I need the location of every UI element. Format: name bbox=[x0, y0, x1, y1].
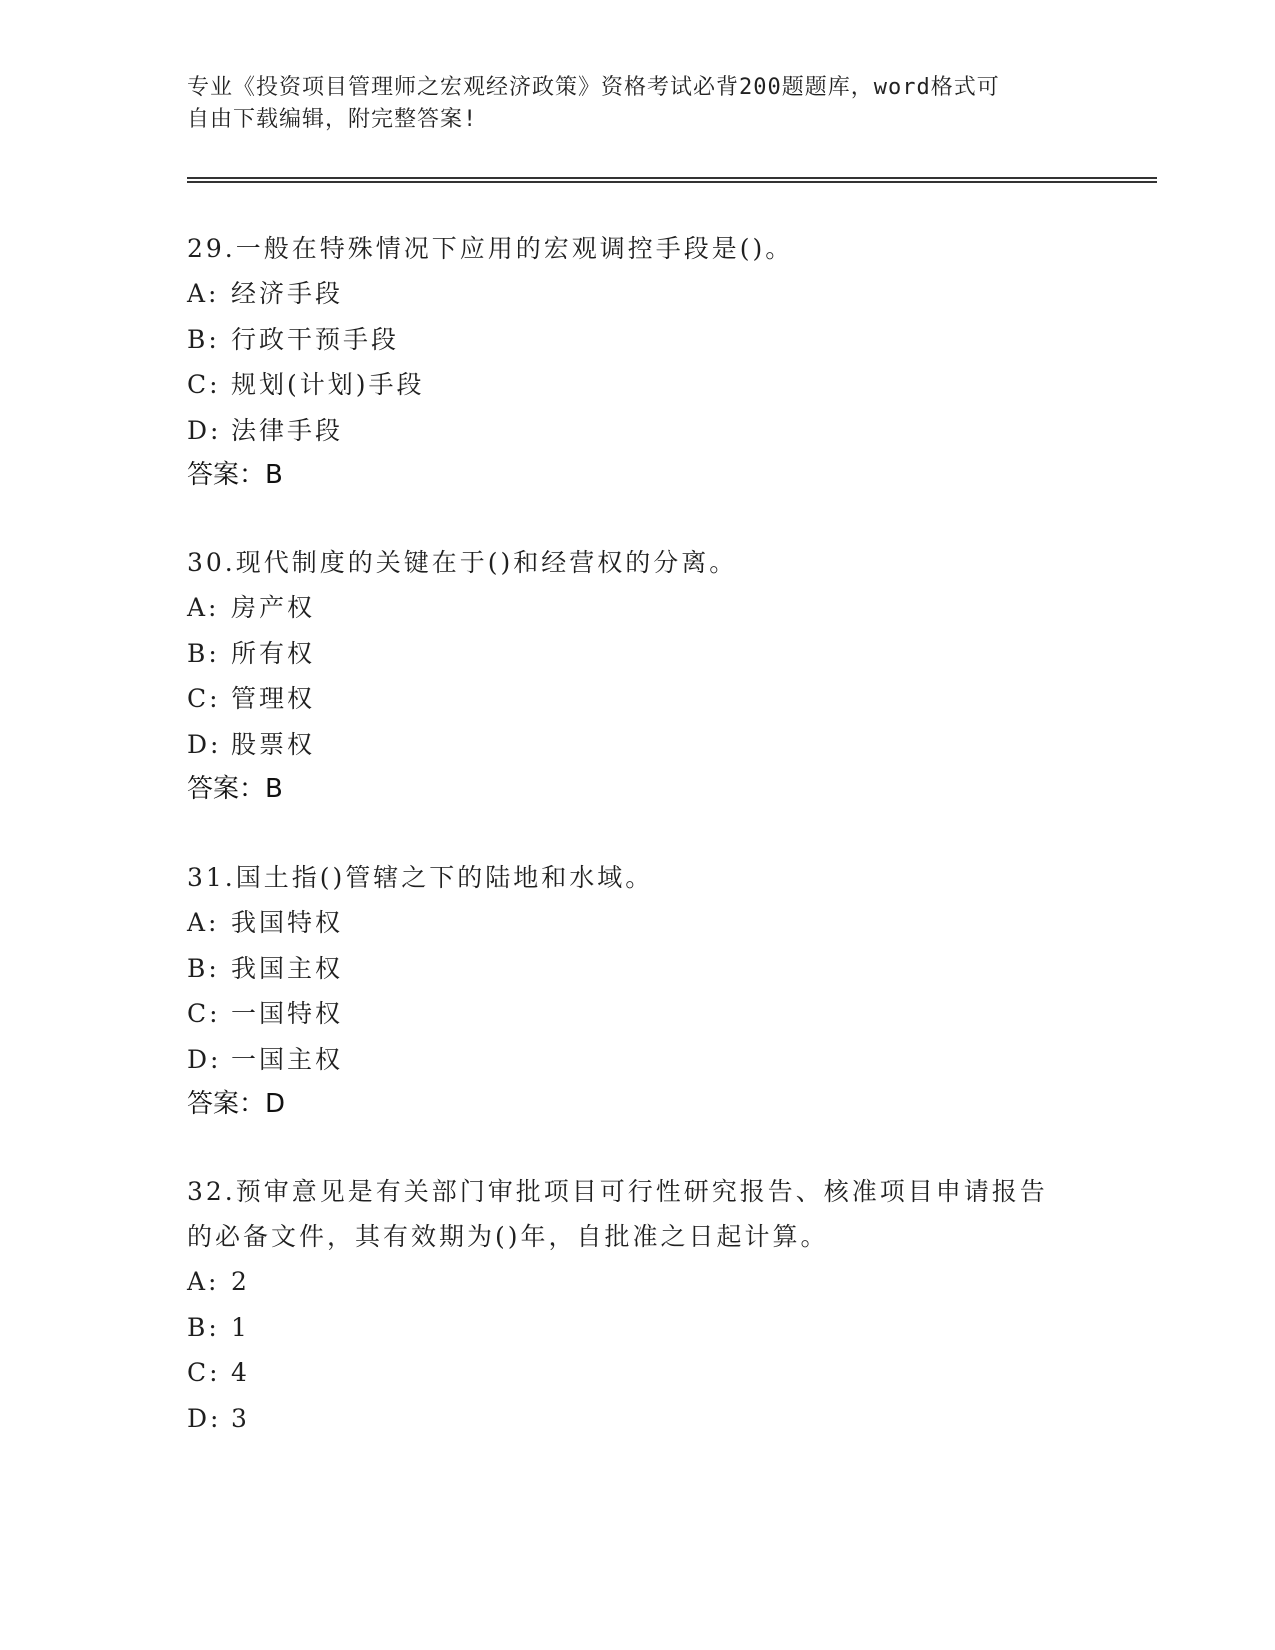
option-key: A: bbox=[187, 279, 220, 308]
option-text: 房产权 bbox=[231, 593, 316, 622]
option-text: 一国特权 bbox=[231, 999, 344, 1028]
option-key: D: bbox=[187, 1403, 222, 1433]
option-key: A: bbox=[187, 908, 220, 937]
option-a bbox=[187, 271, 1087, 317]
option-b bbox=[187, 317, 1087, 363]
option-text: 法律手段 bbox=[231, 415, 344, 445]
option-text: 4 bbox=[231, 1358, 250, 1387]
question-31 bbox=[187, 855, 1087, 1128]
question-30 bbox=[187, 540, 1087, 813]
option-key: D: bbox=[187, 415, 222, 445]
option-a bbox=[187, 585, 1087, 631]
option-key: D: bbox=[187, 729, 222, 759]
answer-line: 答案：B bbox=[187, 460, 283, 490]
answer-line: 答案：B bbox=[187, 774, 283, 804]
option-key: B: bbox=[187, 1312, 220, 1342]
option-b bbox=[187, 946, 1087, 992]
option-key: A: bbox=[187, 593, 220, 622]
option-key: B: bbox=[187, 638, 220, 668]
option-text: 2 bbox=[231, 1267, 250, 1296]
option-key: C: bbox=[187, 370, 221, 399]
option-a bbox=[187, 1259, 1087, 1305]
question-stem: 30.现代制度的关键在于()和经营权的分离。 bbox=[187, 548, 738, 577]
option-d bbox=[187, 1396, 1087, 1442]
option-key: C: bbox=[187, 1358, 221, 1387]
option-text: 管理权 bbox=[231, 684, 316, 713]
header-line-2: 自由下载编辑，附完整答案! bbox=[187, 107, 478, 132]
option-text: 经济手段 bbox=[231, 279, 344, 308]
document-header bbox=[187, 72, 1087, 136]
option-d bbox=[187, 722, 1087, 768]
option-text: 我国主权 bbox=[231, 953, 344, 983]
option-text: 股票权 bbox=[231, 729, 316, 759]
option-key: C: bbox=[187, 684, 221, 713]
question-stem-line-1: 32.预审意见是有关部门审批项目可行性研究报告、核准项目申请报告 bbox=[187, 1177, 1048, 1206]
question-stem: 31.国土指()管辖之下的陆地和水域。 bbox=[187, 863, 654, 892]
option-text: 所有权 bbox=[231, 638, 316, 668]
answer-line: 答案：D bbox=[187, 1089, 286, 1119]
option-d bbox=[187, 408, 1087, 454]
option-c bbox=[187, 676, 1087, 722]
option-text: 规划(计划)手段 bbox=[231, 370, 425, 399]
header-divider bbox=[187, 177, 1157, 183]
question-32 bbox=[187, 1169, 1087, 1441]
option-text: 我国特权 bbox=[231, 908, 344, 937]
option-b bbox=[187, 1305, 1087, 1351]
option-c bbox=[187, 362, 1087, 408]
question-stem: 29.一般在特殊情况下应用的宏观调控手段是()。 bbox=[187, 234, 794, 263]
option-c bbox=[187, 991, 1087, 1037]
option-text: 3 bbox=[231, 1403, 250, 1433]
option-key: B: bbox=[187, 953, 220, 983]
question-29 bbox=[187, 226, 1087, 499]
option-text: 1 bbox=[231, 1312, 250, 1342]
option-c bbox=[187, 1350, 1087, 1396]
option-d bbox=[187, 1037, 1087, 1083]
option-key: B: bbox=[187, 324, 220, 354]
option-text: 行政干预手段 bbox=[231, 324, 400, 354]
question-stem-line-2: 的必备文件，其有效期为()年，自批准之日起计算。 bbox=[187, 1222, 829, 1251]
option-key: D: bbox=[187, 1044, 222, 1074]
option-key: C: bbox=[187, 999, 221, 1028]
header-line-1: 专业《投资项目管理师之宏观经济政策》资格考试必背200题题库，word格式可 bbox=[187, 75, 1000, 100]
option-key: A: bbox=[187, 1267, 220, 1296]
option-a bbox=[187, 900, 1087, 946]
option-b bbox=[187, 631, 1087, 677]
option-text: 一国主权 bbox=[231, 1044, 344, 1074]
